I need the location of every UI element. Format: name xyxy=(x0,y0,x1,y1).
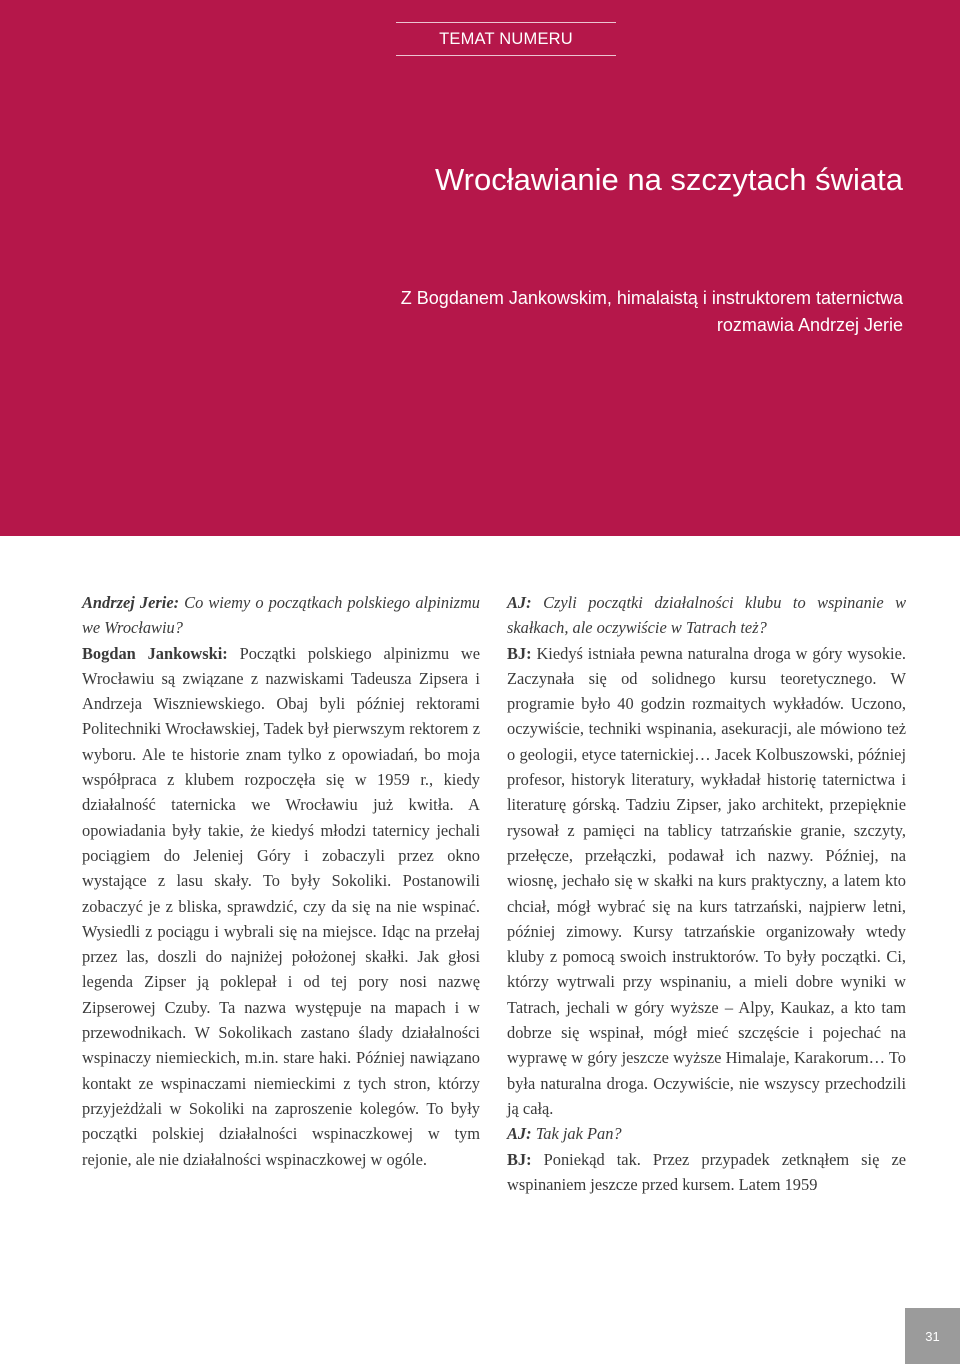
subtitle-line-1: Z Bogdanem Jankowskim, himalaistą i instruktorem taternictwa xyxy=(400,288,903,308)
speaker-label: BJ: xyxy=(507,1149,532,1169)
speaker-label: BJ: xyxy=(507,643,532,663)
left-text-column xyxy=(82,590,480,1172)
article-title: Wrocławianie na szczytach świata xyxy=(434,162,903,197)
section-label: TEMAT NUMERU xyxy=(396,22,616,56)
page-number: 31 xyxy=(905,1308,960,1364)
answer-text: Początki polskiego alpinizmu we Wrocławiu są związane z nazwiskami Tadeusza Zipsera i Andrzeja Wiszniewskiego. Obaj byli później rektorami Politechniki Wrocławskiej, Tadek był pierwszym rektorem z wyboru. Ale te historie znam tylko z opowiadań, bo moja współpraca z klubem rozpoczęła się w 1959 r., kiedy działalność taternicka we Wrocławiu już kwitła. A opowiadania były takie, że kiedyś młodzi taternicy jechali pociągiem do Jeleniej Góry i zobaczyli przez okno wystające z lasu skały. To były Sokoliki. Postanowili zobaczyć je z bliska, sprawdzić, czy da się na nie wspinać. Wysiedli z pociągu i wybrali się na miejsce. Idąc na przełaj przez las, doszli do najniżej położonej skałki. Jak głosi legenda Zipser ją poklepał i od tej pory nosi nazwę Zipserowej Czuby. Ta nazwa występuje na mapach i w przewodnikach. W Sokolikach zastano ślady działalności wspinaczy niemieckich, m.in. stare haki. Później nawiązano kontakt ze wspinaczami niemieckimi z tych stron, którzy przyjeżdżali w Sokoliki na zaproszenie kolegów. To były początki polskiej działalności wspinaczkowej w tym rejonie, ale nie działalności wspinaczkowej w ogóle. xyxy=(82,643,480,1169)
subtitle-line-2: rozmawia Andrzej Jerie xyxy=(716,315,903,335)
article-subtitle xyxy=(203,285,903,339)
answer-text: Poniekąd tak. Przez przypadek zetknąłem się ze wspinaniem jeszcze przed kursem. Latem 1959 xyxy=(507,1149,906,1194)
question-text: Czyli początki działalności klubu to wspinanie w skałkach, ale oczywiście w Tatrach też? xyxy=(507,593,906,638)
question-paragraph xyxy=(507,1121,906,1146)
speaker-label: AJ: xyxy=(507,1124,532,1144)
speaker-label: Bogdan Jankowski: xyxy=(82,643,228,663)
answer-paragraph xyxy=(507,1147,906,1198)
question-paragraph xyxy=(507,590,906,641)
speaker-label: Andrzej Jerie: xyxy=(82,593,180,612)
speaker-label: AJ: xyxy=(507,593,532,612)
question-text: Tak jak Pan? xyxy=(531,1124,622,1144)
answer-paragraph xyxy=(82,641,480,1172)
answer-text: Kiedyś istniała pewna naturalna droga w góry wysokie. Zaczynała się od solidnego kursu teoretycznego. W programie było 40 godzin rozmaitych wykładów. Uczono, oczywiście, techniki wspinania, asekuracji, ale mówiono też o geologii, etyce taternickiej… Jacek Kolbuszowski, później profesor, historyk literatury, wykładał historię taternictwa i literaturę górską. Tadziu Zipser, jako architekt, przepięknie rysował z pamięci na tablicy tatrzańskie granie, szczyty, przełęcze, przełączki, podawał ich nazwy. Później, na wiosnę, jechało się w skałki na kurs praktyczny, a latem kto chciał, mógł wybrać się na kurs tatrzański, najpierw letni, później zimowy. Kursy tatrzańskie organizowały wtedy kluby z pomocą swoich instruktorów. To były początki. Ci, którzy wytrwali przy wspinaniu, a mieli dobre wyniki w Tatrach, jechali w góry wyższe – Alpy, Kaukaz, a kto tam dobrze się wspinał, mógł mieć szczęście i pojechać na wyprawę w góry jeszcze wyższe Himalaje, Karakorum… To była naturalna droga. Oczywiście, nie wszyscy przechodzili ją całą. xyxy=(507,643,906,1118)
header-banner xyxy=(0,0,960,536)
answer-paragraph xyxy=(507,641,906,1122)
right-text-column xyxy=(507,590,906,1197)
question-paragraph xyxy=(82,590,480,641)
question-text: Co wiemy o początkach polskiego alpinizmu we Wrocławiu? xyxy=(82,593,480,638)
